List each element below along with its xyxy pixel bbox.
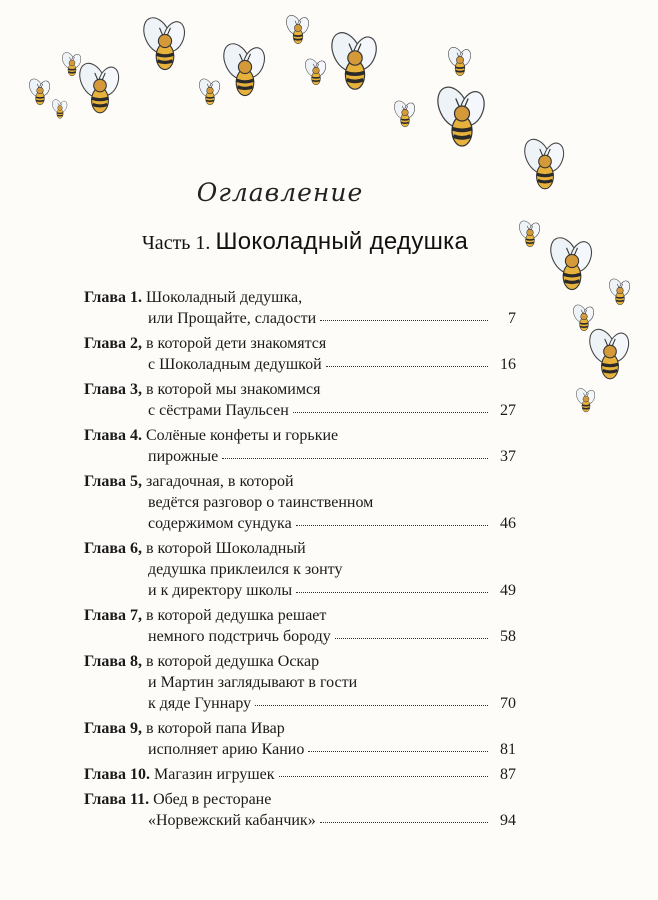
- chapter-title-line: в которой папа Ивар: [146, 720, 285, 737]
- page-number: 94: [500, 812, 516, 829]
- bee-icon: [326, 28, 380, 89]
- dot-leader: [335, 638, 488, 639]
- toc-entry[interactable]: [84, 333, 516, 375]
- toc-entry[interactable]: [84, 605, 516, 647]
- bee-icon: [75, 59, 123, 113]
- toc-entry[interactable]: [84, 287, 516, 329]
- chapter-title-line: в которой Шоколадный: [146, 540, 306, 557]
- chapter-title-line: с сёстрами Паульсен: [148, 402, 289, 419]
- dot-leader: [308, 751, 488, 752]
- chapter-label: Глава 1.: [84, 289, 142, 306]
- chapter-label: Глава 6,: [84, 540, 142, 557]
- page-number: 81: [500, 741, 516, 758]
- bee-icon: [607, 277, 632, 305]
- page-number: 27: [500, 402, 516, 419]
- page-number: 49: [500, 582, 516, 599]
- chapter-title-line: и к директору школы: [148, 582, 293, 599]
- chapter-title-line: или Прощайте, сладости: [148, 310, 317, 327]
- page-number: 58: [500, 628, 516, 645]
- chapter-title-line: и Мартин заглядывают в гости: [148, 674, 358, 691]
- part-name: Шоколадный дедушка: [215, 228, 469, 255]
- bee-icon: [432, 82, 489, 146]
- chapter-label: Глава 8,: [84, 653, 142, 670]
- bee-icon: [303, 57, 328, 85]
- chapter-title-line: пирожные: [148, 448, 219, 465]
- chapter-title-line: содержимом сундука: [148, 515, 292, 532]
- chapter-label: Глава 5,: [84, 473, 142, 490]
- dot-leader: [296, 525, 488, 526]
- bee-icon: [284, 13, 311, 44]
- chapter-title-line: Шоколадный дедушка,: [146, 289, 303, 306]
- part-label: Часть 1.: [141, 232, 211, 254]
- toc-entry[interactable]: [84, 764, 516, 785]
- page-number: 7: [508, 310, 516, 327]
- chapter-title-line: загадочная, в которой: [146, 473, 294, 490]
- bee-icon: [446, 45, 473, 76]
- dot-leader: [326, 366, 488, 367]
- chapter-title-line: Солёные конфеты и горькие: [146, 427, 339, 444]
- chapter-label: Глава 9,: [84, 720, 142, 737]
- chapter-title-line: исполняет арию Канио: [148, 741, 305, 758]
- page-number: 16: [500, 356, 516, 373]
- table-of-contents: [84, 287, 516, 835]
- dot-leader: [320, 320, 488, 321]
- toc-entry[interactable]: [84, 425, 516, 467]
- chapter-label: Глава 7,: [84, 607, 142, 624]
- bee-icon: [392, 99, 417, 127]
- chapter-label: Глава 3,: [84, 381, 142, 398]
- chapter-label: Глава 2,: [84, 335, 142, 352]
- bee-icon: [520, 135, 568, 189]
- bee-icon: [138, 13, 188, 69]
- chapter-title-line: Обед в ресторане: [153, 791, 272, 808]
- toc-entry[interactable]: [84, 471, 516, 534]
- chapter-title-line: в которой дети знакомятся: [146, 335, 327, 352]
- toc-entry[interactable]: [84, 538, 516, 601]
- page-number: 70: [500, 695, 516, 712]
- dot-leader: [255, 705, 488, 706]
- chapter-title-line: ведётся разговор о таинственном: [148, 494, 374, 511]
- toc-entry[interactable]: [84, 651, 516, 714]
- bee-icon: [197, 77, 222, 105]
- dot-leader: [222, 458, 488, 459]
- chapter-label: Глава 4.: [84, 427, 142, 444]
- chapter-title-line: в которой дедушка решает: [146, 607, 327, 624]
- dot-leader: [320, 822, 488, 823]
- chapter-title-line: к дяде Гуннару: [148, 695, 252, 712]
- chapter-label: Глава 11.: [84, 791, 150, 808]
- toc-entry[interactable]: [84, 718, 516, 760]
- bee-icon: [571, 303, 596, 331]
- dot-leader: [279, 776, 488, 777]
- bee-icon: [218, 39, 268, 95]
- bee-icon: [27, 77, 52, 105]
- chapter-title-line: дедушка приклеился к зонту: [148, 561, 343, 578]
- bee-icon: [574, 386, 597, 412]
- dot-leader: [293, 412, 488, 413]
- toc-entry[interactable]: [84, 379, 516, 421]
- chapter-title-line: с Шоколадным дедушкой: [148, 356, 322, 373]
- toc-entry[interactable]: [84, 789, 516, 831]
- chapter-title-line: в которой мы знакомимся: [146, 381, 321, 398]
- part-title: [0, 228, 610, 256]
- chapter-label: Глава 10.: [84, 766, 150, 783]
- chapter-title-line: Магазин игрушек: [154, 766, 275, 783]
- chapter-title-line: в которой дедушка Оскар: [146, 653, 320, 670]
- page-number: 37: [500, 448, 516, 465]
- chapter-title-line: немного подстричь бороду: [148, 628, 331, 645]
- bee-icon: [585, 325, 633, 379]
- bee-icon: [50, 98, 68, 118]
- page-number: 46: [500, 515, 516, 532]
- chapter-title-line: «Норвежский кабанчик»: [148, 812, 316, 829]
- dot-leader: [296, 592, 488, 593]
- page-number: 87: [500, 766, 516, 783]
- toc-heading: Оглавление: [196, 178, 364, 207]
- bee-icon: [60, 50, 83, 76]
